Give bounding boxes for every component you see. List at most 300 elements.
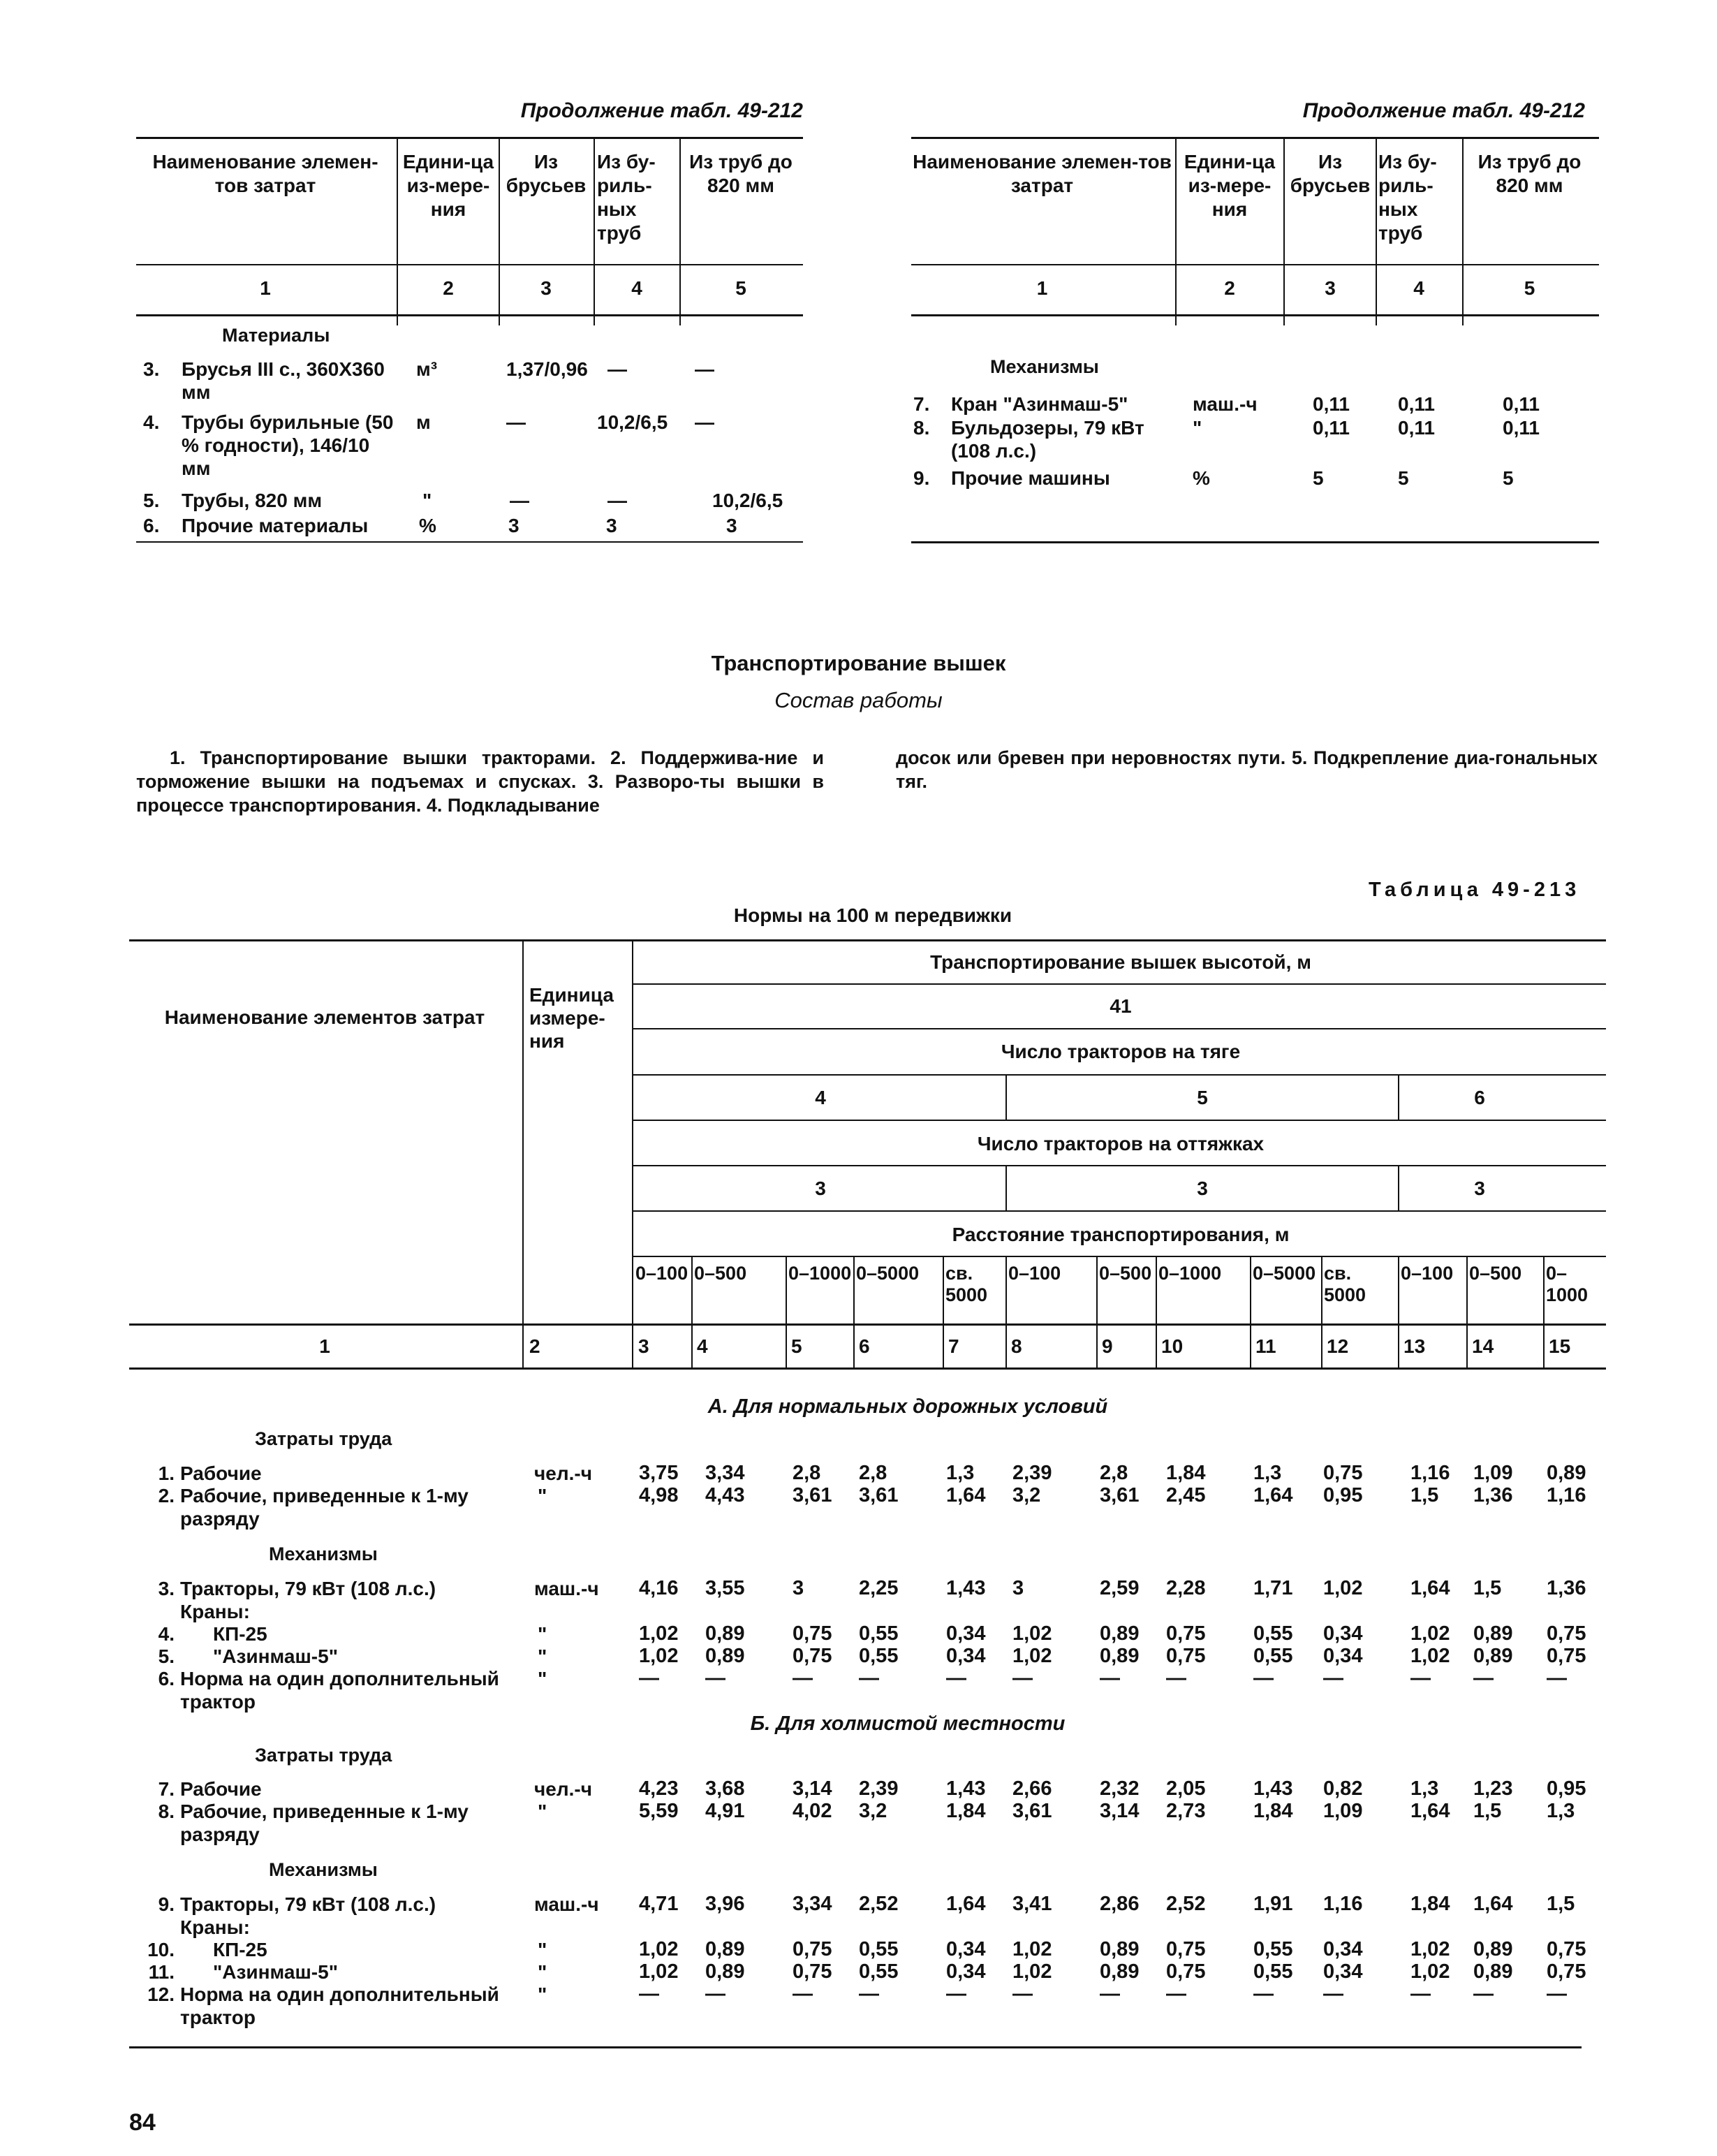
row-name: Норма на один дополнительный трактор: [180, 1983, 499, 2028]
row-unit: ": [538, 1485, 547, 1506]
table-cell: 2,28: [1166, 1577, 1206, 1599]
cell: —: [607, 490, 627, 511]
table-cell: 3,61: [793, 1484, 832, 1506]
table-cell: 4,98: [639, 1484, 679, 1506]
table-cell: 0,55: [859, 1622, 899, 1645]
row-unit: чел.-ч: [534, 1778, 592, 1800]
table-cell: —: [1012, 1983, 1033, 2005]
table-cell: 0,89: [1473, 1960, 1513, 1983]
th-name: Наименование элемен-тов затрат: [913, 151, 1172, 196]
section-title: Транспортирование вышек: [711, 651, 1006, 675]
cell: —: [607, 358, 627, 380]
distance-header: св. 5000: [945, 1263, 988, 1305]
table-cell: 1,64: [1410, 1800, 1450, 1822]
th-pull: Число тракторов на тяге: [1001, 1041, 1241, 1062]
table-cell: 3,14: [793, 1777, 832, 1800]
column-divider: [1543, 1256, 1545, 1367]
table-cell: 0,34: [1323, 1960, 1363, 1983]
table-cell: 4,91: [705, 1800, 745, 1822]
table-cell: —: [1012, 1667, 1033, 1689]
cell: 0,11: [1398, 393, 1435, 415]
table-cell: 3,61: [859, 1484, 899, 1506]
row-name: Рабочие, приведенные к 1-му разряду: [180, 1485, 469, 1530]
cell: 5: [1398, 467, 1409, 489]
row-name: КП-25: [213, 1939, 267, 1960]
table-cell: 1,64: [1473, 1893, 1513, 1915]
table-cell: 1,36: [1547, 1577, 1586, 1599]
cell: —: [510, 490, 529, 511]
table-cell: 2,8: [859, 1462, 887, 1484]
table-cell: 1,84: [1166, 1462, 1206, 1484]
row-name: Тракторы, 79 кВт (108 л.с.): [180, 1578, 436, 1599]
row-num: 7.: [913, 393, 930, 415]
table-cell: 1,5: [1473, 1800, 1502, 1822]
table-cell: 2,05: [1166, 1777, 1206, 1800]
row-num: 4.: [158, 1623, 175, 1645]
row-num: 9.: [158, 1893, 175, 1915]
row-unit: ": [538, 1983, 547, 2005]
table-cell: 1,02: [1012, 1938, 1052, 1960]
table-cell: 2,25: [859, 1577, 899, 1599]
table-cell: —: [1166, 1667, 1186, 1689]
table-cell: 3: [1012, 1577, 1024, 1599]
table-cell: —: [859, 1983, 879, 2005]
th-name: Наименование элементов затрат: [164, 1006, 485, 1028]
table-cell: 0,75: [1166, 1645, 1206, 1667]
column-divider: [1156, 1256, 1157, 1367]
col-num: 2: [529, 1335, 540, 1357]
row-num: 11.: [148, 1961, 175, 1983]
cell: 0,11: [1503, 417, 1540, 439]
table-cell: 1,64: [946, 1484, 986, 1506]
table-cell: —: [1547, 1667, 1567, 1689]
top-left-caption: Продолжение табл. 49-212: [520, 99, 803, 122]
guy-3: 3: [1474, 1178, 1485, 1199]
table-cell: 2,45: [1166, 1484, 1206, 1506]
table-cell: 0,34: [946, 1645, 986, 1667]
table-cell: 0,75: [793, 1960, 832, 1983]
row-unit: ": [1193, 417, 1202, 439]
table-cell: 0,34: [1323, 1622, 1363, 1645]
column-divider: [1250, 1256, 1251, 1367]
table-cell: 1,02: [1323, 1577, 1363, 1599]
table-cell: 1,84: [946, 1800, 986, 1822]
table-cell: 0,55: [1253, 1938, 1293, 1960]
work-text-right: досок или бревен при неровностях пути. 5. Подкрепление диа-гональных тяг.: [896, 747, 1598, 792]
table-cell: 0,89: [1473, 1645, 1513, 1667]
table-cell: 0,34: [1323, 1645, 1363, 1667]
table-cell: —: [705, 1983, 725, 2005]
table-cell: 0,82: [1323, 1777, 1363, 1800]
table-cell: 2,32: [1100, 1777, 1140, 1800]
th-unit: Единица измере-ния: [529, 984, 614, 1052]
th-c5: Из труб до 820 мм: [689, 151, 793, 196]
distance-header: 0–100: [635, 1263, 688, 1284]
work-title: Состав работы: [774, 688, 943, 712]
table-cell: 0,55: [1253, 1960, 1293, 1983]
distance-header: 0–500: [694, 1263, 747, 1284]
distance-header: 0–100: [1008, 1263, 1061, 1284]
col-num: 1: [1036, 277, 1048, 299]
row-num: 4.: [143, 411, 160, 433]
table-cell: —: [705, 1667, 725, 1689]
row-num: 8.: [158, 1801, 175, 1822]
table-cell: 2,73: [1166, 1800, 1206, 1822]
table-cell: 1,02: [1012, 1622, 1052, 1645]
row-name: Краны:: [180, 1916, 250, 1938]
row-name: "Азинмаш-5": [213, 1645, 338, 1667]
table-cell: 0,95: [1547, 1777, 1586, 1800]
row-num: 10.: [147, 1939, 175, 1960]
table-cell: 1,43: [946, 1777, 986, 1800]
table-subtitle: Нормы на 100 м передвижки: [733, 904, 1012, 926]
table-cell: 0,89: [1547, 1462, 1586, 1484]
col-num: 3: [638, 1335, 649, 1357]
col-num: 4: [697, 1335, 708, 1357]
table-cell: 0,34: [1323, 1938, 1363, 1960]
table-cell: 0,89: [1100, 1938, 1140, 1960]
table-cell: 1,3: [1410, 1777, 1439, 1800]
table-cell: 0,34: [946, 1960, 986, 1983]
table-cell: 0,75: [1547, 1645, 1586, 1667]
th-c5: Из труб до 820 мм: [1477, 151, 1582, 196]
th-c3: Из брусьев: [1290, 151, 1371, 196]
th-distance: Расстояние транспортирования, м: [952, 1224, 1290, 1245]
col-num: 14: [1472, 1335, 1494, 1357]
table-cell: 0,55: [859, 1960, 899, 1983]
table-cell: 3,68: [705, 1777, 745, 1800]
table-cell: 5,59: [639, 1800, 679, 1822]
table-cell: 0,75: [793, 1622, 832, 1645]
cell: 3: [606, 515, 617, 536]
table-cell: 3,2: [1012, 1484, 1041, 1506]
row-name: Кран "Азинмаш-5": [951, 393, 1128, 415]
table-cell: 3: [793, 1577, 804, 1599]
col-num: 5: [1524, 277, 1535, 299]
table-cell: 4,43: [705, 1484, 745, 1506]
table-cell: 2,39: [1012, 1462, 1052, 1484]
row-name: "Азинмаш-5": [213, 1961, 338, 1983]
row-unit: ": [538, 1801, 547, 1822]
table-cell: —: [1253, 1667, 1274, 1689]
table-cell: 1,02: [639, 1938, 679, 1960]
row-unit: маш.-ч: [1193, 393, 1258, 415]
col-num: 1: [319, 1335, 330, 1357]
table-cell: 0,55: [1253, 1645, 1293, 1667]
column-divider: [1466, 1256, 1468, 1367]
col-num: 6: [859, 1335, 870, 1357]
table-cell: —: [1410, 1983, 1431, 2005]
th-name: Наименование элемен-тов затрат: [152, 151, 378, 196]
th-c4: Из бу-риль-ных труб: [597, 151, 656, 244]
row-name: Трубы, 820 мм: [182, 490, 323, 511]
table-cell: 1,84: [1410, 1893, 1450, 1915]
table-cell: —: [639, 1983, 659, 2005]
table-cell: 0,75: [1547, 1960, 1586, 1983]
page-number: 84: [129, 2109, 156, 2136]
pull-6: 6: [1474, 1087, 1485, 1108]
table-cell: 0,55: [1253, 1622, 1293, 1645]
table-cell: 3,61: [1012, 1800, 1052, 1822]
table-cell: 1,64: [1410, 1577, 1450, 1599]
row-unit: м³: [416, 358, 438, 380]
table-cell: 0,34: [946, 1622, 986, 1645]
table-cell: 1,3: [1253, 1462, 1282, 1484]
row-num: 1.: [158, 1462, 175, 1484]
top-right-caption: Продолжение табл. 49-212: [1302, 99, 1585, 122]
cell: 3: [508, 515, 519, 536]
col-num: 10: [1161, 1335, 1184, 1357]
row-num: 12.: [147, 1983, 175, 2005]
guy-2: 3: [1197, 1178, 1208, 1199]
th-unit: Едини-ца из-мере-ния: [402, 151, 494, 220]
distance-header: св. 5000: [1324, 1263, 1366, 1305]
row-num: 3.: [143, 358, 160, 380]
col-num: 15: [1549, 1335, 1571, 1357]
col-num: 5: [735, 277, 746, 299]
distance-header: 0–1000: [788, 1263, 852, 1284]
section-materials: Материалы: [222, 325, 330, 346]
table-cell: —: [1410, 1667, 1431, 1689]
col-num: 7: [948, 1335, 959, 1357]
row-name: Бульдозеры, 79 кВт (108 л.с.): [951, 417, 1144, 462]
table-cell: —: [1100, 1667, 1120, 1689]
table-cell: 0,89: [705, 1622, 745, 1645]
column-divider: [1096, 1256, 1098, 1367]
table-cell: 3,34: [793, 1893, 832, 1915]
row-name: Краны:: [180, 1601, 250, 1622]
row-num: 5.: [143, 490, 160, 511]
table-cell: 3,34: [705, 1462, 745, 1484]
table-cell: 3,75: [639, 1462, 679, 1484]
guy-1: 3: [815, 1178, 826, 1199]
table-cell: 1,16: [1547, 1484, 1586, 1506]
table-cell: 1,64: [1253, 1484, 1293, 1506]
row-name: Рабочие: [180, 1462, 262, 1484]
row-name: Прочие материалы: [182, 515, 369, 536]
cell: 1,37/0,96: [506, 358, 588, 380]
cell: —: [695, 411, 714, 433]
table-cell: —: [859, 1667, 879, 1689]
table-cell: 0,75: [1166, 1622, 1206, 1645]
row-unit: чел.-ч: [534, 1462, 592, 1484]
table-cell: —: [1547, 1983, 1567, 2005]
row-num: 2.: [158, 1485, 175, 1506]
table-cell: 1,91: [1253, 1893, 1293, 1915]
table-cell: 2,8: [1100, 1462, 1128, 1484]
pull-5: 5: [1197, 1087, 1208, 1108]
table-cell: 1,5: [1410, 1484, 1439, 1506]
col-num: 3: [540, 277, 552, 299]
table-cell: 0,34: [946, 1938, 986, 1960]
table-cell: 1,02: [1012, 1645, 1052, 1667]
row-name: Рабочие, приведенные к 1-му разряду: [180, 1801, 469, 1845]
cell: 10,2/6,5: [597, 411, 668, 433]
table-cell: 3,2: [859, 1800, 887, 1822]
table-cell: 3,14: [1100, 1800, 1140, 1822]
col-num: 4: [631, 277, 642, 299]
table-cell: 1,71: [1253, 1577, 1293, 1599]
section-b: Б. Для холмистой местности: [750, 1713, 1066, 1735]
distance-header: 0–500: [1099, 1263, 1152, 1284]
col-num: 1: [260, 277, 271, 299]
table-cell: —: [639, 1667, 659, 1689]
table-cell: 1,84: [1253, 1800, 1293, 1822]
table-cell: 1,09: [1323, 1800, 1363, 1822]
th-unit: Едини-ца из-мере-ния: [1184, 151, 1276, 220]
col-num: 2: [443, 277, 454, 299]
table-cell: —: [793, 1983, 813, 2005]
table-cell: 1,02: [1410, 1645, 1450, 1667]
row-name: Норма на один дополнительный трактор: [180, 1668, 499, 1713]
table-cell: 1,36: [1473, 1484, 1513, 1506]
row-unit: ": [422, 490, 432, 511]
column-divider: [1398, 1256, 1399, 1367]
table-cell: 0,89: [1473, 1938, 1513, 1960]
distance-header: 0–500: [1469, 1263, 1522, 1284]
pull-4: 4: [815, 1087, 826, 1108]
table-cell: 1,23: [1473, 1777, 1513, 1800]
table-cell: 1,02: [639, 1960, 679, 1983]
row-num: 7.: [158, 1778, 175, 1800]
row-num: 6.: [158, 1668, 175, 1689]
th-c3: Из брусьев: [506, 151, 587, 196]
table-cell: 1,43: [946, 1577, 986, 1599]
table-cell: 0,89: [1100, 1960, 1140, 1983]
row-unit: %: [419, 515, 436, 536]
row-name: Трубы бурильные (50 % годности), 146/10 мм: [182, 411, 394, 479]
table-cell: 3,96: [705, 1893, 745, 1915]
table-cell: 1,02: [1012, 1960, 1052, 1983]
table-cell: 4,16: [639, 1577, 679, 1599]
column-divider: [1005, 1256, 1007, 1367]
mech-b: Механизмы: [269, 1859, 378, 1880]
table-cell: 3,61: [1100, 1484, 1140, 1506]
table-cell: 2,52: [1166, 1893, 1206, 1915]
table-cell: 0,89: [1473, 1622, 1513, 1645]
table-cell: 0,89: [705, 1960, 745, 1983]
row-unit: %: [1193, 467, 1210, 489]
table-cell: —: [946, 1667, 966, 1689]
table-cell: 1,16: [1323, 1893, 1363, 1915]
table-cell: —: [1473, 1667, 1494, 1689]
table-cell: —: [1473, 1983, 1494, 2005]
table-cell: 0,75: [1547, 1622, 1586, 1645]
col-num: 12: [1327, 1335, 1349, 1357]
table-cell: 0,95: [1323, 1484, 1363, 1506]
table-cell: 1,02: [639, 1622, 679, 1645]
row-name: Брусья III с., 360Х360 мм: [182, 358, 385, 403]
table-cell: 1,64: [946, 1893, 986, 1915]
labor-a: Затраты труда: [255, 1428, 392, 1449]
row-num: 9.: [913, 467, 930, 489]
table-cell: 0,89: [1100, 1645, 1140, 1667]
table-cell: 1,02: [1410, 1938, 1450, 1960]
table-cell: 4,23: [639, 1777, 679, 1800]
column-divider: [943, 1256, 944, 1367]
table-cell: —: [1253, 1983, 1274, 2005]
column-divider: [786, 1256, 787, 1367]
table-cell: —: [1323, 1983, 1343, 2005]
column-divider: [691, 1256, 693, 1367]
col-num: 9: [1102, 1335, 1113, 1357]
section-a: А. Для нормальных дорожных условий: [707, 1395, 1108, 1418]
col-num: 2: [1224, 277, 1235, 299]
col-num: 4: [1413, 277, 1424, 299]
row-num: 8.: [913, 417, 930, 439]
row-name: Рабочие: [180, 1778, 262, 1800]
row-unit: ": [538, 1939, 547, 1960]
table-cell: 2,66: [1012, 1777, 1052, 1800]
table-cell: —: [946, 1983, 966, 2005]
table-cell: 2,39: [859, 1777, 899, 1800]
th-height: 41: [1110, 995, 1132, 1017]
th-transport: Транспортирование вышек высотой, м: [930, 951, 1311, 973]
distance-header: 0–1000: [1546, 1263, 1589, 1305]
row-unit: ": [538, 1645, 547, 1667]
table-cell: 0,55: [859, 1645, 899, 1667]
mech-a: Механизмы: [269, 1543, 378, 1564]
cell: 0,11: [1313, 417, 1350, 439]
table-cell: 1,16: [1410, 1462, 1450, 1484]
col-num: 5: [791, 1335, 802, 1357]
cell: 3: [726, 515, 737, 536]
table-cell: 4,71: [639, 1893, 679, 1915]
column-divider: [853, 1256, 855, 1367]
row-unit: ": [538, 1961, 547, 1983]
th-guy: Число тракторов на оттяжках: [977, 1133, 1265, 1154]
table-cell: 4,02: [793, 1800, 832, 1822]
row-unit: ": [538, 1623, 547, 1645]
table-cell: 1,43: [1253, 1777, 1293, 1800]
row-unit: ": [538, 1668, 547, 1689]
table-cell: 2,52: [859, 1893, 899, 1915]
cell: 0,11: [1398, 417, 1435, 439]
table-cell: 0,89: [705, 1645, 745, 1667]
col-num: 3: [1325, 277, 1336, 299]
distance-header: 0–5000: [856, 1263, 920, 1284]
table-cell: 0,75: [793, 1938, 832, 1960]
table-cell: 0,75: [1166, 1960, 1206, 1983]
row-unit: маш.-ч: [534, 1578, 599, 1599]
table-label: Таблица 49-213: [1369, 879, 1581, 901]
cell: 10,2/6,5: [712, 490, 783, 511]
table-cell: 0,89: [705, 1938, 745, 1960]
table-cell: 0,75: [1166, 1938, 1206, 1960]
th-c4: Из бу-риль-ных труб: [1378, 151, 1437, 244]
row-name: КП-25: [213, 1623, 267, 1645]
cell: 0,11: [1313, 393, 1350, 415]
row-num: 6.: [143, 515, 160, 536]
table-cell: —: [1100, 1983, 1120, 2005]
cell: 5: [1503, 467, 1514, 489]
table-cell: 0,75: [1323, 1462, 1363, 1484]
table-cell: 2,59: [1100, 1577, 1140, 1599]
work-text-left: 1. Транспортирование вышки тракторами. 2. Поддержива-ние и торможение вышки на подъемах и спусках. 3. Разворо-ты вышки в процессе транспортирования. 4. Подкладывание: [136, 747, 824, 816]
section-mechanisms: Механизмы: [990, 356, 1099, 377]
row-name: Тракторы, 79 кВт (108 л.с.): [180, 1893, 436, 1915]
row-num: 3.: [158, 1578, 175, 1599]
table-cell: —: [793, 1667, 813, 1689]
table-cell: 1,5: [1547, 1893, 1575, 1915]
table-cell: 1,02: [1410, 1622, 1450, 1645]
table-cell: 1,02: [639, 1645, 679, 1667]
table-cell: —: [1166, 1983, 1186, 2005]
column-divider: [1321, 1256, 1322, 1367]
table-cell: 2,8: [793, 1462, 821, 1484]
table-cell: 3,41: [1012, 1893, 1052, 1915]
cell: —: [506, 411, 526, 433]
